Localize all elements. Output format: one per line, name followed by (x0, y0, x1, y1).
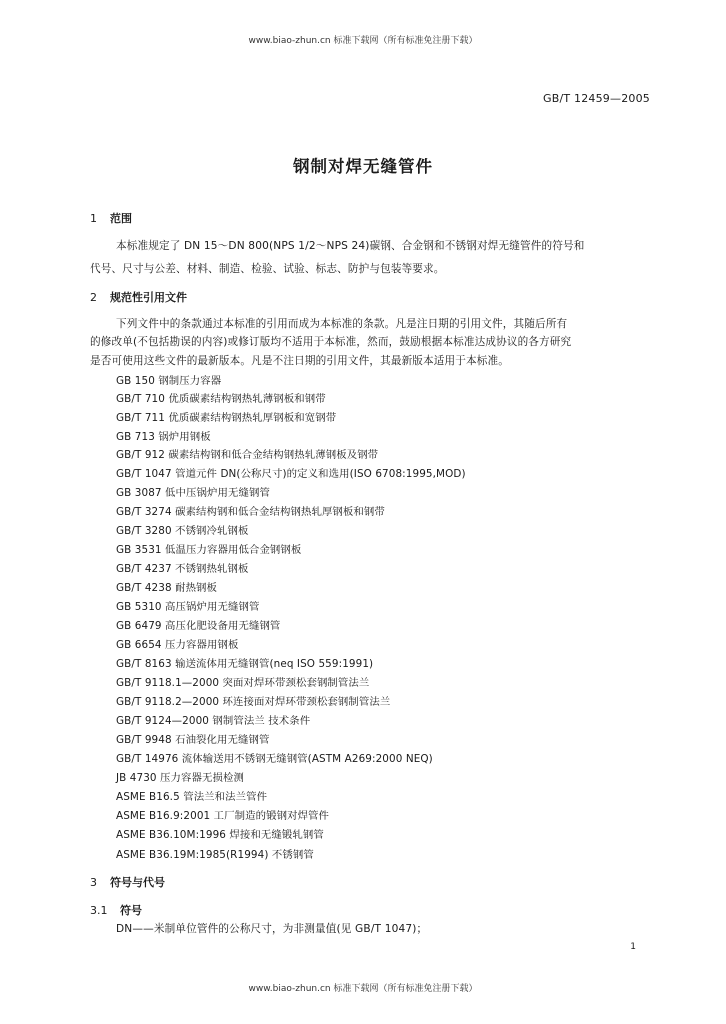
reference-item: GB/T 9124—2000 钢制管法兰 技术条件 (116, 715, 311, 727)
document-title: 钢制对焊无缝管件 (293, 157, 433, 176)
section-2-line-1: 下列文件中的条款通过本标准的引用而成为本标准的条款。凡是注日期的引用文件，其随后所有 (116, 318, 568, 330)
reference-item: GB 5310 高压锅炉用无缝钢管 (116, 601, 260, 613)
section-2-title: 规范性引用文件 (110, 291, 187, 304)
reference-item: GB/T 4237 不锈钢热轧钢板 (116, 563, 249, 575)
section-1-line-1: 本标准规定了 DN 15～DN 800(NPS 1/2～NPS 24)碳钢、合金钢和不锈钢对焊无缝管件的符号和 (116, 240, 585, 252)
section-3-number: 3 (90, 876, 97, 889)
symbol-dn-definition: DN——米制单位管件的公称尺寸，为非测量值(见 GB/T 1047)； (116, 923, 428, 935)
section-3-1-title: 符号 (120, 904, 142, 917)
reference-item: GB/T 3280 不锈钢冷轧钢板 (116, 525, 249, 537)
section-3-1-heading (90, 902, 142, 918)
page-number: 1 (630, 942, 636, 952)
reference-item: GB 150 钢制压力容器 (116, 375, 222, 387)
reference-item: GB/T 9948 石油裂化用无缝钢管 (116, 734, 270, 746)
standard-number: GB/T 12459—2005 (543, 92, 650, 105)
reference-item: ASME B36.19M:1985(R1994) 不锈钢管 (116, 849, 314, 861)
header-watermark: www.biao-zhun.cn 标准下载网（所有标准免注册下载） (248, 36, 478, 46)
section-3-title: 符号与代号 (110, 876, 165, 889)
reference-item: GB/T 4238 耐热钢板 (116, 582, 218, 594)
reference-item: GB/T 9118.1—2000 突面对焊环带颈松套钢制管法兰 (116, 677, 370, 689)
section-3-heading (90, 874, 165, 890)
reference-item: GB/T 912 碳素结构钢和低合金结构钢热轧薄钢板及钢带 (116, 449, 379, 461)
reference-item: ASME B16.9:2001 工厂制造的锻钢对焊管件 (116, 810, 330, 822)
reference-item: ASME B16.5 管法兰和法兰管件 (116, 791, 268, 803)
reference-item: GB/T 8163 输送流体用无缝钢管(neq ISO 559:1991) (116, 658, 374, 670)
reference-item: GB 6479 高压化肥设备用无缝钢管 (116, 620, 281, 632)
reference-item: GB/T 711 优质碳素结构钢热轧厚钢板和宽钢带 (116, 412, 337, 424)
reference-item: GB/T 14976 流体输送用不锈钢无缝钢管(ASTM A269:2000 NEQ) (116, 753, 433, 765)
reference-item: JB 4730 压力容器无损检测 (116, 772, 244, 784)
section-1-heading (90, 210, 132, 226)
section-2-number: 2 (90, 291, 97, 304)
reference-item: GB 3531 低温压力容器用低合金钢钢板 (116, 544, 302, 556)
section-2-heading (90, 289, 187, 305)
section-2-line-2: 的修改单(不包括勘误的内容)或修订版均不适用于本标准，然而，鼓励根据本标准达成协议的各方研究 (90, 336, 572, 348)
reference-item: GB 6654 压力容器用钢板 (116, 639, 239, 651)
reference-item: GB/T 1047 管道元件 DN(公称尺寸)的定义和选用(ISO 6708:1995,MOD) (116, 468, 466, 480)
section-2-line-3: 是否可使用这些文件的最新版本。凡是不注日期的引用文件，其最新版本适用于本标准。 (90, 355, 510, 367)
section-1-number: 1 (90, 212, 97, 225)
reference-item: ASME B36.10M:1996 焊接和无缝锻轧钢管 (116, 829, 324, 841)
section-1-line-2: 代号、尺寸与公差、材料、制造、检验、试验、标志、防护与包装等要求。 (90, 263, 445, 275)
reference-item: GB/T 3274 碳素结构钢和低合金结构钢热轧厚钢板和钢带 (116, 506, 385, 518)
reference-item: GB 3087 低中压锅炉用无缝钢管 (116, 487, 270, 499)
reference-item: GB/T 9118.2—2000 环连接面对焊环带颈松套钢制管法兰 (116, 696, 391, 708)
section-1-title: 范围 (110, 212, 132, 225)
reference-item: GB 713 锅炉用钢板 (116, 431, 211, 443)
section-3-1-number: 3.1 (90, 904, 108, 917)
footer-watermark: www.biao-zhun.cn 标准下载网（所有标准免注册下载） (248, 984, 478, 994)
reference-item: GB/T 710 优质碳素结构钢热轧薄钢板和钢带 (116, 393, 326, 405)
